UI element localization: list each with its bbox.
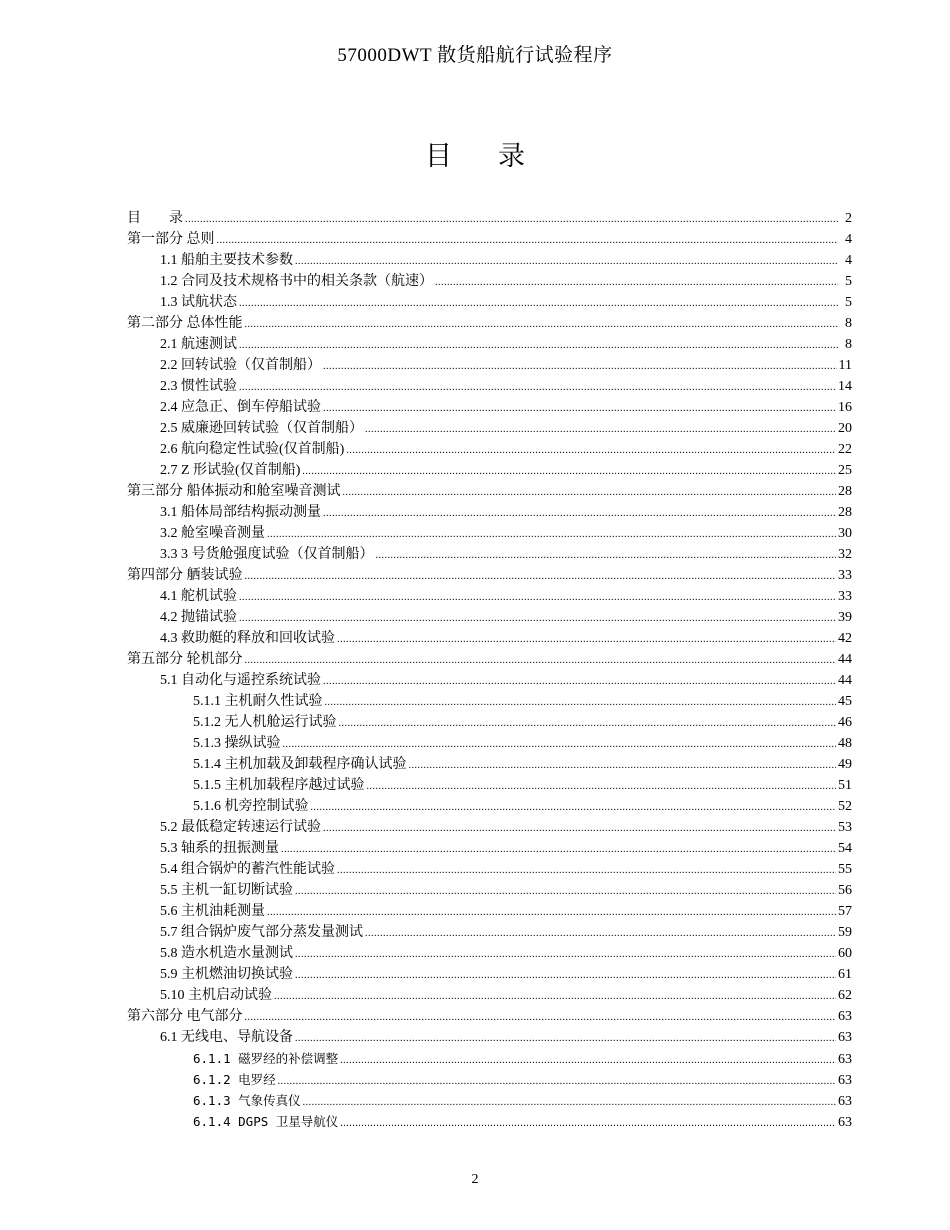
toc-entry[interactable] xyxy=(127,1027,852,1048)
toc-entry[interactable] xyxy=(127,439,852,460)
toc-entry-page-number: 61 xyxy=(838,967,852,982)
toc-entry-page-number: 44 xyxy=(838,673,852,688)
toc-entry-page-number: 30 xyxy=(838,526,852,541)
toc-entry-page-number: 28 xyxy=(838,505,852,520)
toc-entry[interactable] xyxy=(127,502,852,523)
toc-dot-leader xyxy=(346,440,836,461)
toc-dot-leader xyxy=(323,398,836,419)
toc-entry[interactable] xyxy=(127,733,852,754)
toc-entry-label: 第三部分 船体振动和舱室噪音测试 xyxy=(127,484,341,499)
toc-entry-label: 5.1.1 主机耐久性试验 xyxy=(193,694,323,709)
toc-entry[interactable] xyxy=(127,376,852,397)
page-number: 2 xyxy=(471,1172,479,1187)
toc-entry-label: 5.10 主机启动试验 xyxy=(160,988,272,1003)
toc-entry-page-number: 63 xyxy=(838,1115,852,1130)
toc-entry-label: 目 录 xyxy=(127,211,183,226)
toc-entry-label: 第六部分 电气部分 xyxy=(127,1009,243,1024)
toc-entry[interactable] xyxy=(127,838,852,859)
toc-dot-leader xyxy=(267,524,836,545)
toc-entry-page-number: 63 xyxy=(838,1009,852,1024)
toc-entry[interactable] xyxy=(127,397,852,418)
toc-entry-page-number: 63 xyxy=(838,1030,852,1045)
toc-entry[interactable] xyxy=(127,670,852,691)
toc-dot-leader xyxy=(376,545,837,566)
toc-entry[interactable] xyxy=(127,859,852,880)
toc-entry[interactable] xyxy=(127,334,852,355)
toc-entry-label: 2.5 威廉逊回转试验（仅首制船） xyxy=(160,421,363,436)
toc-entry[interactable] xyxy=(127,754,852,775)
toc-entry-label: 4.1 舵机试验 xyxy=(160,589,237,604)
toc-entry-label: 6.1.1 磁罗经的补偿调整 xyxy=(193,1051,339,1066)
toc-entry[interactable] xyxy=(127,586,852,607)
toc-entry[interactable] xyxy=(127,964,852,985)
toc-entry-page-number: 46 xyxy=(838,715,852,730)
toc-entry-label: 5.7 组合锅炉废气部分蒸发量测试 xyxy=(160,925,363,940)
toc-entry-page-number: 57 xyxy=(838,904,852,919)
toc-entry-label: 5.1.6 机旁控制试验 xyxy=(193,799,309,814)
toc-entry[interactable] xyxy=(127,1069,852,1090)
toc-entry-label: 2.3 惯性试验 xyxy=(160,379,237,394)
toc-entry-page-number: 2 xyxy=(845,211,852,226)
toc-entry[interactable] xyxy=(127,985,852,1006)
toc-entry-label: 5.3 轴系的扭振测量 xyxy=(160,841,279,856)
toc-dot-leader xyxy=(239,608,836,629)
toc-title-part2: 录 xyxy=(498,141,525,171)
toc-entry[interactable] xyxy=(127,817,852,838)
toc-entry-page-number: 20 xyxy=(838,421,852,436)
toc-entry-label: 第二部分 总体性能 xyxy=(127,316,243,331)
toc-dot-leader xyxy=(339,713,837,734)
toc-entry-label: 5.9 主机燃油切换试验 xyxy=(160,967,293,982)
toc-dot-leader xyxy=(311,797,837,818)
toc-dot-leader xyxy=(274,986,836,1007)
toc-entry-label: 2.7 Z 形试验(仅首制船) xyxy=(160,463,301,478)
toc-entry-label: 1.2 合同及技术规格书中的相关条款（航速） xyxy=(160,274,433,289)
toc-entry-page-number: 4 xyxy=(845,232,852,247)
toc-dot-leader xyxy=(295,944,836,965)
toc-entry-page-number: 11 xyxy=(838,358,852,373)
toc-entry[interactable] xyxy=(127,607,852,628)
toc-entry-label: 2.1 航速测试 xyxy=(160,337,237,352)
toc-entry-label: 5.5 主机一缸切断试验 xyxy=(160,883,293,898)
toc-entry[interactable] xyxy=(127,460,852,481)
toc-entry-page-number: 16 xyxy=(838,400,852,415)
toc-entry-page-number: 39 xyxy=(838,610,852,625)
toc-entry[interactable] xyxy=(127,544,852,565)
toc-entry-page-number: 25 xyxy=(838,463,852,478)
toc-dot-leader xyxy=(239,587,836,608)
toc-dot-leader xyxy=(325,692,837,713)
toc-entry[interactable] xyxy=(127,1090,852,1111)
toc-entry-page-number: 52 xyxy=(838,799,852,814)
toc-entry-label: 3.3 3 号货舱强度试验（仅首制船） xyxy=(160,547,374,562)
toc-entry-label: 3.1 船体局部结构振动测量 xyxy=(160,505,321,520)
toc-dot-leader xyxy=(239,293,838,314)
toc-entry-label: 第五部分 轮机部分 xyxy=(127,652,243,667)
toc-entry-label: 1.3 试航状态 xyxy=(160,295,237,310)
toc-dot-leader xyxy=(281,839,836,860)
toc-entry[interactable] xyxy=(127,1111,852,1132)
toc-entry-label: 3.2 舱室噪音测量 xyxy=(160,526,265,541)
toc-entry-page-number: 51 xyxy=(838,778,852,793)
toc-entry-label: 6.1.4 DGPS 卫星导航仪 xyxy=(193,1114,339,1129)
toc-entry[interactable] xyxy=(127,1006,852,1027)
toc-entry[interactable] xyxy=(127,313,852,334)
toc-entry[interactable] xyxy=(127,922,852,943)
toc-dot-leader xyxy=(245,314,839,335)
toc-entry-page-number: 54 xyxy=(838,841,852,856)
toc-dot-leader xyxy=(337,629,836,650)
toc-dot-leader xyxy=(295,965,836,986)
toc-dot-leader xyxy=(323,356,837,377)
toc-entry-page-number: 59 xyxy=(838,925,852,940)
toc-entry-label: 4.2 抛锚试验 xyxy=(160,610,237,625)
toc-entry-page-number: 8 xyxy=(845,337,852,352)
toc-entry-page-number: 8 xyxy=(845,316,852,331)
toc-dot-leader xyxy=(245,1007,837,1028)
toc-entry-page-number: 5 xyxy=(845,274,852,289)
toc-dot-leader xyxy=(343,482,837,503)
toc-dot-leader xyxy=(245,650,837,671)
toc-entry-page-number: 48 xyxy=(838,736,852,751)
toc-entry-label: 2.6 航向稳定性试验(仅首制船) xyxy=(160,442,345,457)
toc-entry-label: 1.1 船舶主要技术参数 xyxy=(160,253,293,268)
toc-entry-label: 5.1.5 主机加载程序越过试验 xyxy=(193,778,365,793)
toc-entry-page-number: 5 xyxy=(845,295,852,310)
toc-dot-leader xyxy=(278,1071,836,1092)
toc-title xyxy=(0,134,950,173)
toc-entry-page-number: 60 xyxy=(838,946,852,961)
toc-entry-page-number: 33 xyxy=(838,568,852,583)
toc-entry-page-number: 44 xyxy=(838,652,852,667)
running-header: 57000DWT 散货船航行试验程序 xyxy=(337,45,613,66)
toc-entry-label: 6.1.3 气象传真仪 xyxy=(193,1093,301,1108)
toc-entry-label: 5.1 自动化与遥控系统试验 xyxy=(160,673,321,688)
toc-entry[interactable] xyxy=(127,691,852,712)
toc-dot-leader xyxy=(217,230,839,251)
toc-dot-leader xyxy=(302,461,836,482)
toc-dot-leader xyxy=(295,1028,836,1049)
toc-dot-leader xyxy=(283,734,837,755)
toc-entry[interactable] xyxy=(127,943,852,964)
toc-entry-page-number: 63 xyxy=(838,1094,852,1109)
toc-entry[interactable] xyxy=(127,250,852,271)
toc-entry[interactable] xyxy=(127,880,852,901)
toc-dot-leader xyxy=(340,1050,836,1071)
toc-dot-leader xyxy=(323,818,836,839)
toc-entry-page-number: 56 xyxy=(838,883,852,898)
toc-entry[interactable] xyxy=(127,271,852,292)
toc-entry-label: 6.1.2 电罗经 xyxy=(193,1072,276,1087)
toc-dot-leader xyxy=(303,1092,836,1113)
toc-entry-page-number: 28 xyxy=(838,484,852,499)
toc-entry[interactable] xyxy=(127,229,852,250)
table-of-contents xyxy=(127,208,852,1132)
toc-dot-leader xyxy=(295,881,836,902)
toc-dot-leader xyxy=(185,209,838,230)
toc-entry[interactable] xyxy=(127,1048,852,1069)
toc-dot-leader xyxy=(365,419,836,440)
toc-entry[interactable] xyxy=(127,523,852,544)
toc-entry-page-number: 45 xyxy=(838,694,852,709)
toc-entry[interactable] xyxy=(127,796,852,817)
toc-entry[interactable] xyxy=(127,418,852,439)
toc-dot-leader xyxy=(340,1113,836,1134)
toc-entry-label: 5.8 造水机造水量测试 xyxy=(160,946,293,961)
toc-entry[interactable] xyxy=(127,481,852,502)
toc-entry-label: 5.6 主机油耗测量 xyxy=(160,904,265,919)
toc-entry-page-number: 63 xyxy=(838,1073,852,1088)
toc-dot-leader xyxy=(245,566,837,587)
toc-entry-label: 2.2 回转试验（仅首制船） xyxy=(160,358,321,373)
toc-entry[interactable] xyxy=(127,292,852,313)
toc-entry-page-number: 63 xyxy=(838,1052,852,1067)
toc-entry-page-number: 62 xyxy=(838,988,852,1003)
toc-title-part1: 目 xyxy=(425,141,452,171)
toc-dot-leader xyxy=(435,272,838,293)
toc-dot-leader xyxy=(239,377,836,398)
toc-entry-page-number: 55 xyxy=(838,862,852,877)
toc-entry-label: 6.1 无线电、导航设备 xyxy=(160,1030,293,1045)
toc-entry[interactable] xyxy=(127,628,852,649)
toc-entry-page-number: 42 xyxy=(838,631,852,646)
toc-entry-label: 5.2 最低稳定转速运行试验 xyxy=(160,820,321,835)
toc-entry-label: 2.4 应急正、倒车停船试验 xyxy=(160,400,321,415)
toc-entry-page-number: 49 xyxy=(838,757,852,772)
toc-entry[interactable] xyxy=(127,775,852,796)
toc-entry-page-number: 32 xyxy=(838,547,852,562)
toc-entry-label: 第一部分 总则 xyxy=(127,232,215,247)
toc-entry[interactable] xyxy=(127,649,852,670)
toc-entry-label: 5.1.4 主机加载及卸载程序确认试验 xyxy=(193,757,407,772)
toc-entry-page-number: 14 xyxy=(838,379,852,394)
toc-entry[interactable] xyxy=(127,208,852,229)
toc-entry-label: 5.1.3 操纵试验 xyxy=(193,736,281,751)
toc-dot-leader xyxy=(295,251,838,272)
toc-dot-leader xyxy=(365,923,836,944)
toc-dot-leader xyxy=(409,755,837,776)
toc-dot-leader xyxy=(367,776,837,797)
toc-dot-leader xyxy=(323,671,836,692)
toc-entry-page-number: 53 xyxy=(838,820,852,835)
toc-dot-leader xyxy=(323,503,836,524)
toc-entry-label: 第四部分 舾装试验 xyxy=(127,568,243,583)
toc-entry-label: 5.1.2 无人机舱运行试验 xyxy=(193,715,337,730)
toc-entry-label: 4.3 救助艇的释放和回收试验 xyxy=(160,631,335,646)
toc-entry[interactable] xyxy=(127,355,852,376)
toc-entry-page-number: 22 xyxy=(838,442,852,457)
toc-entry[interactable] xyxy=(127,712,852,733)
toc-dot-leader xyxy=(337,860,836,881)
toc-entry-page-number: 33 xyxy=(838,589,852,604)
toc-entry[interactable] xyxy=(127,565,852,586)
toc-entry-label: 5.4 组合锅炉的蓄汽性能试验 xyxy=(160,862,335,877)
toc-dot-leader xyxy=(239,335,838,356)
toc-entry[interactable] xyxy=(127,901,852,922)
toc-dot-leader xyxy=(267,902,836,923)
toc-entry-page-number: 4 xyxy=(845,253,852,268)
